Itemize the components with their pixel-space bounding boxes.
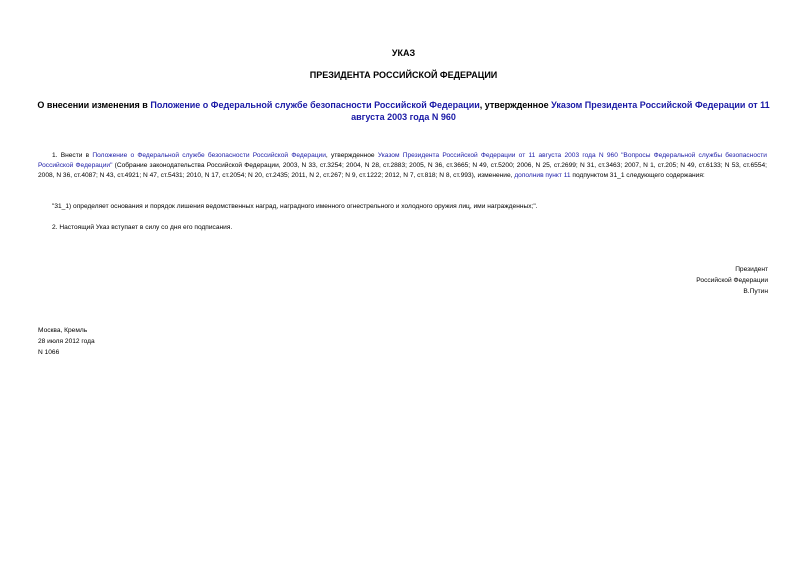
subject-middle: , утвержденное [479,100,552,110]
paragraph-1-link-item[interactable]: дополнив пункт 11 [514,172,571,179]
paragraph-1-body: (Собрание законодательства Российской Федерации, 2003, N 33, ст.3254; 2004, N 28, ст.2883; 2005, N 36, ст.3665; N 49, ст.5200; 2006, N 25, ст.2699; N 31, ст.3463; 2007, N 1, ст.205; N 49, ст.6133; N 53, ст.6554; 2008, N 36, ст.4087; N 43, ст.4921; N 47, ст.5431; 2010, N 17, ст.2054; N 20, ст.2435; 2011, N 2, ст.267; N 9, ст.1222; 2012, N 7, ст.818; N 8, ст.993), изменение, [38,162,767,179]
signing-place: Москва, Кремль [38,327,88,334]
paragraph-2 [38,223,767,233]
paragraph-1-link-decree[interactable]: Указом Президента Российской Федерации от 11 августа 2003 года N 960 "Вопросы Федеральной службы безопасности Российской Федерации" [38,152,767,169]
issuer-heading: ПРЕЗИДЕНТА РОССИЙСКОЙ ФЕДЕРАЦИИ [309,70,498,80]
inserted-text [38,202,767,212]
signing-date: 28 июля 2012 года [38,338,95,345]
paragraph-1-middle: , утвержденное [325,152,378,159]
subject-link-regulation[interactable]: Положение о Федеральной службе безопасности Российской Федерации [150,100,480,110]
signature-title: Президент [735,266,768,273]
subject-link-decree[interactable]: Указом Президента Российской Федерации от 11 августа 2003 года N 960 [351,100,770,122]
paragraph-1 [38,151,767,181]
paragraph-2-content: 2. Настоящий Указ вступает в силу со дня его подписания. [52,224,233,231]
signature-country: Российской Федерации [696,277,768,284]
place-date-block [38,325,95,358]
document-number: N 1066 [38,349,60,356]
paragraph-1-prefix: 1. Внести в [52,152,93,159]
signature-name: В.Путин [743,288,768,295]
paragraph-1-suffix: подпунктом 31_1 следующего содержания: [570,172,705,179]
subject-prefix: О внесении изменения в [37,100,151,110]
document-type-heading: УКАЗ [391,48,416,58]
inserted-text-content: "31_1) определяет основания и порядок лишения ведомственных наград, наградного именного огнестрельного и холодного оружия лиц, ими награжденных;". [52,203,538,210]
signature-block [696,264,768,297]
paragraph-1-link-regulation[interactable]: Положение о Федеральной службе безопасности Российской Федерации [92,152,326,159]
document-subject [36,99,771,123]
